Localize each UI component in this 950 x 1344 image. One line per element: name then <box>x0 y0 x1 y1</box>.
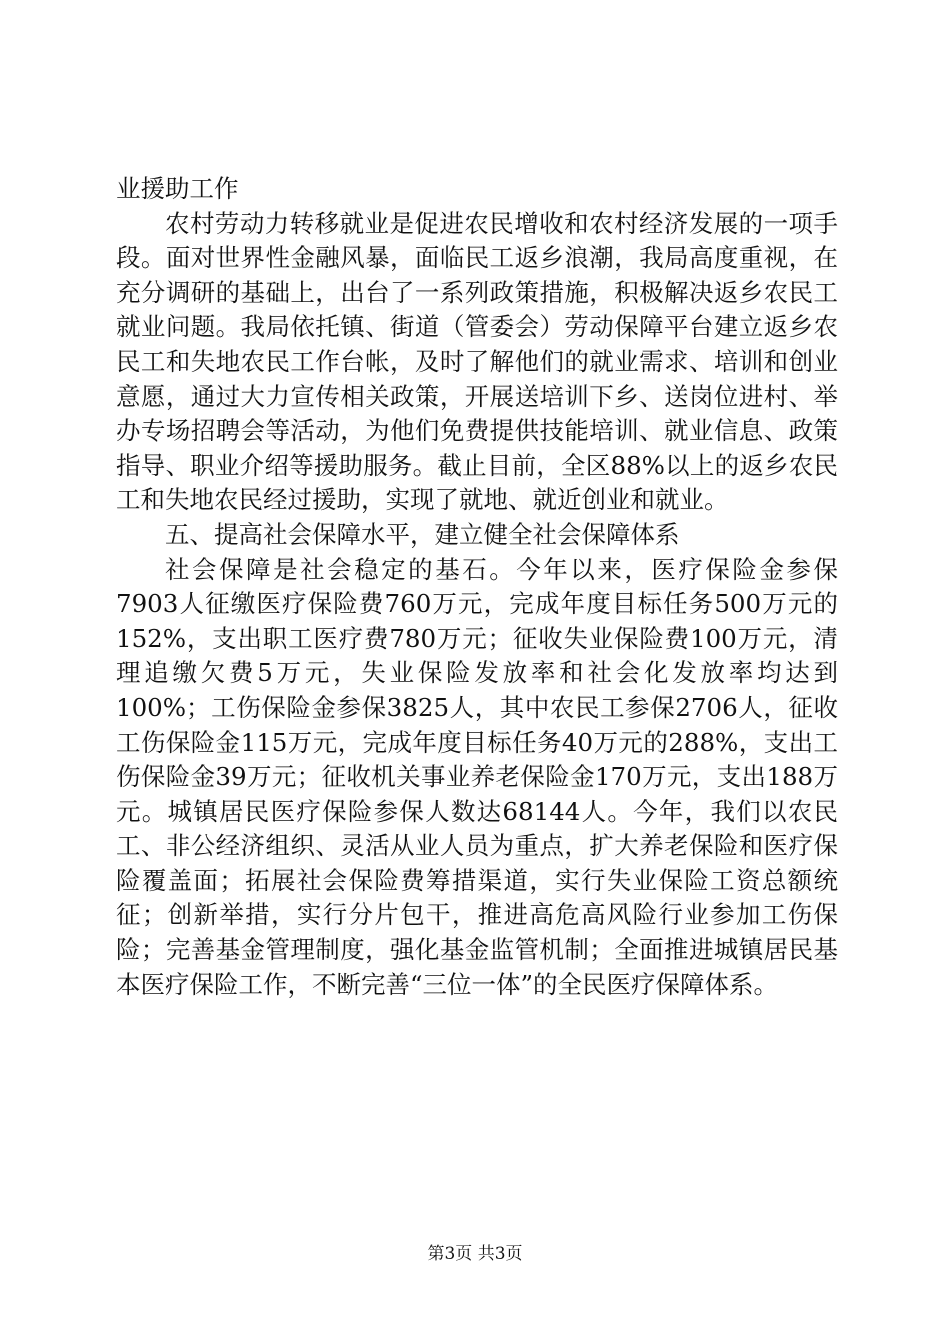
paragraph-continuation: 业援助工作 <box>116 174 239 203</box>
page-number-footer: 第3页 共3页 <box>427 1244 523 1264</box>
document-body <box>116 172 838 1002</box>
paragraph-rural-employment: 农村劳动力转移就业是促进农民增收和农村经济发展的一项手段。面对世界性金融风暴，面临民工返乡浪潮，我局高度重视，在充分调研的基础上，出台了一系列政策措施，积极解决返乡农民工就业问题。我局依托镇、街道（管委会）劳动保障平台建立返乡农民工和失地农民工作台帐，及时了解他们的就业需求、培训和创业意愿，通过大力宣传相关政策，开展送培训下乡、送岗位进村、举办专场招聘会等活动，为他们免费提供技能培训、就业信息、政策指导、职业介绍等援助服务。截止目前，全区88%以上的返乡农民工和失地农民经过援助，实现了就地、就近创业和就业。 <box>116 208 838 515</box>
section-heading-social-security: 五、提高社会保障水平，建立健全社会保障体系 <box>165 519 680 549</box>
paragraph-social-security: 社会保障是社会稳定的基石。今年以来，医疗保险金参保7903人征缴医疗保险费760万元，完成年度目标任务500万元的152%，支出职工医疗费780万元；征收失业保险费100万元，清理追缴欠费5万元，失业保险发放率和社会化发放率均达到100%；工伤保险金参保3825人，其中农民工参保2706人，征收工伤保险金115万元，完成年度目标任务40万元的288%，支出工伤保险金39万元；征收机关事业养老保险金170万元，支出188万元。城镇居民医疗保险参保人数达68144人。今年，我们以农民工、非公经济组织、灵活从业人员为重点，扩大养老保险和医疗保险覆盖面；拓展社会保险费筹措渠道，实行失业保险工资总额统征；创新举措，实行分片包干，推进高危高风险行业参加工伤保险；完善基金管理制度，强化基金监管机制；全面推进城镇居民基本医疗保险工作，不断完善“三位一体”的全民医疗保障体系。 <box>116 554 838 999</box>
